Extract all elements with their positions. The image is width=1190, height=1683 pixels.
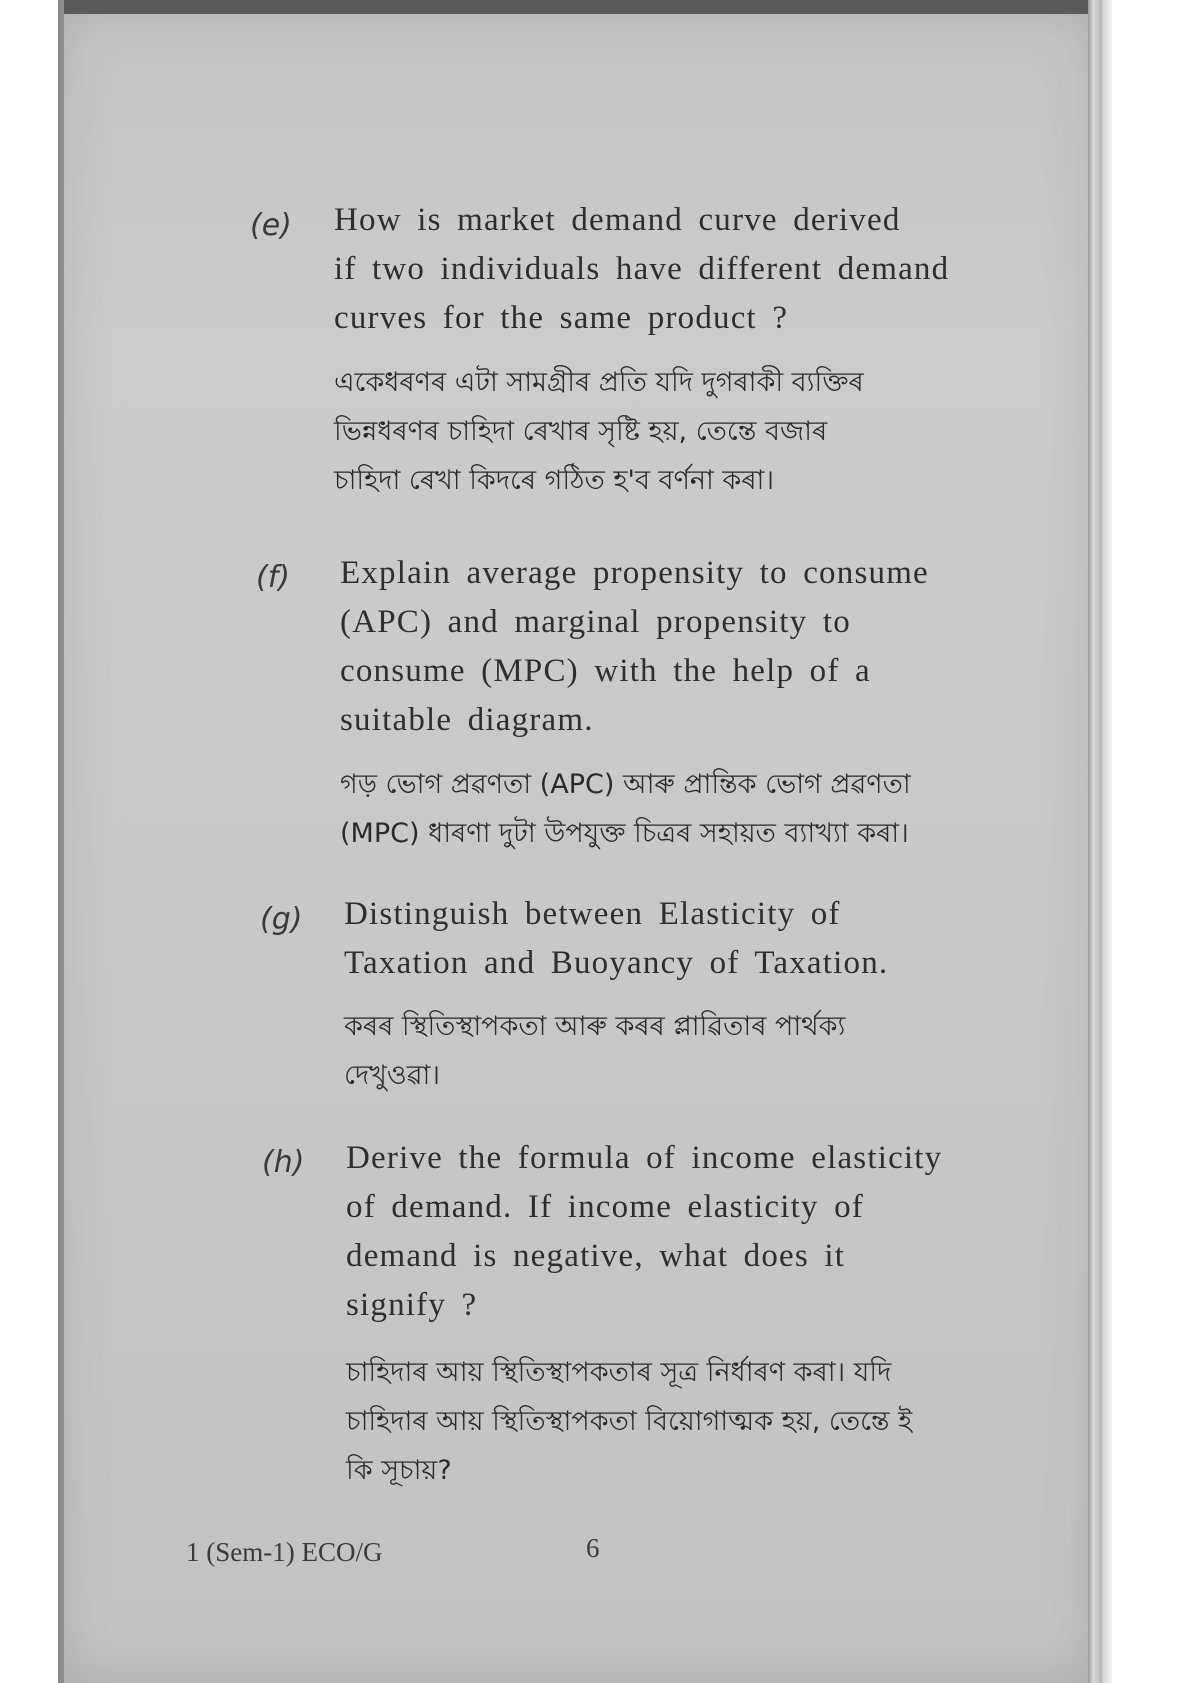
english-line: Explain average propensity to consume — [340, 555, 929, 591]
english-line: Taxation and Buoyancy of Taxation. — [344, 945, 889, 981]
question-text-assamese — [344, 1002, 1004, 1100]
assamese-line: চাহিদাৰ আয় স্থিতিস্থাপকতাৰ সূত্ৰ নিৰ্ধাৰণ কৰা। যদি — [346, 1357, 892, 1388]
question-label: (f) — [256, 560, 290, 595]
assamese-line: (MPC) ধাৰণা দুটা উপযুক্ত চিত্ৰৰ সহায়ত ব্যাখ্যা কৰা। — [340, 818, 909, 849]
assamese-line: দেখুওৱা। — [344, 1060, 441, 1091]
paper-code: 1 (Sem-1) ECO/G — [186, 1537, 383, 1567]
assamese-line: গড় ভোগ প্ৰৱণতা (APC) আৰু প্ৰান্তিক ভোগ প্ৰৱণতা — [340, 769, 911, 800]
assamese-line: চাহিদাৰ আয় স্থিতিস্থাপকতা বিয়োগাত্মক হয়, তেন্তে ই — [346, 1406, 913, 1437]
english-line: Distinguish between Elasticity of — [344, 896, 841, 932]
left-page-edge — [58, 0, 64, 1683]
question-text-english — [346, 1134, 1012, 1330]
english-line: suitable diagram. — [340, 702, 594, 738]
question-text-english — [340, 549, 1008, 745]
english-line: of demand. If income elasticity of — [346, 1189, 864, 1225]
english-line: if two individuals have different demand — [334, 251, 950, 287]
right-page-edge — [1088, 0, 1102, 1683]
english-line: Derive the formula of income elasticity — [346, 1140, 943, 1176]
top-shadow — [58, 0, 1096, 14]
english-line: signify ? — [346, 1287, 478, 1323]
assamese-line: একেধৰণৰ এটা সামগ্ৰীৰ প্ৰতি যদি দুগৰাকী ব্যক্তিৰ — [334, 367, 864, 398]
question-text-assamese — [346, 1348, 1036, 1495]
english-line: How is market demand curve derived — [334, 202, 901, 238]
question-label: (g) — [260, 902, 303, 937]
question-text-english — [334, 196, 1006, 343]
question-text-assamese — [340, 760, 1030, 858]
assamese-line: চাহিদা ৰেখা কিদৰে গঠিত হ'ব বৰ্ণনা কৰা। — [334, 465, 775, 496]
right-page-edge-outer — [1102, 0, 1112, 1683]
english-line: (APC) and marginal propensity to — [340, 604, 851, 640]
page-number: 6 — [586, 1533, 600, 1563]
assamese-line: কৰৰ স্থিতিস্থাপকতা আৰু কৰৰ প্লাৱিতাৰ পাৰ্থক্য — [344, 1011, 846, 1042]
assamese-line: কি সূচায়? — [346, 1455, 452, 1486]
english-line: demand is negative, what does it — [346, 1238, 846, 1274]
question-label: (e) — [250, 208, 292, 243]
question-label: (h) — [262, 1145, 305, 1180]
question-text-english — [344, 890, 1010, 988]
assamese-line: ভিন্নধৰণৰ চাহিদা ৰেখাৰ সৃষ্টি হয়, তেন্তে বজাৰ — [334, 416, 828, 447]
english-line: consume (MPC) with the help of a — [340, 653, 871, 689]
english-line: curves for the same product ? — [334, 300, 789, 336]
question-text-assamese — [334, 358, 1014, 505]
